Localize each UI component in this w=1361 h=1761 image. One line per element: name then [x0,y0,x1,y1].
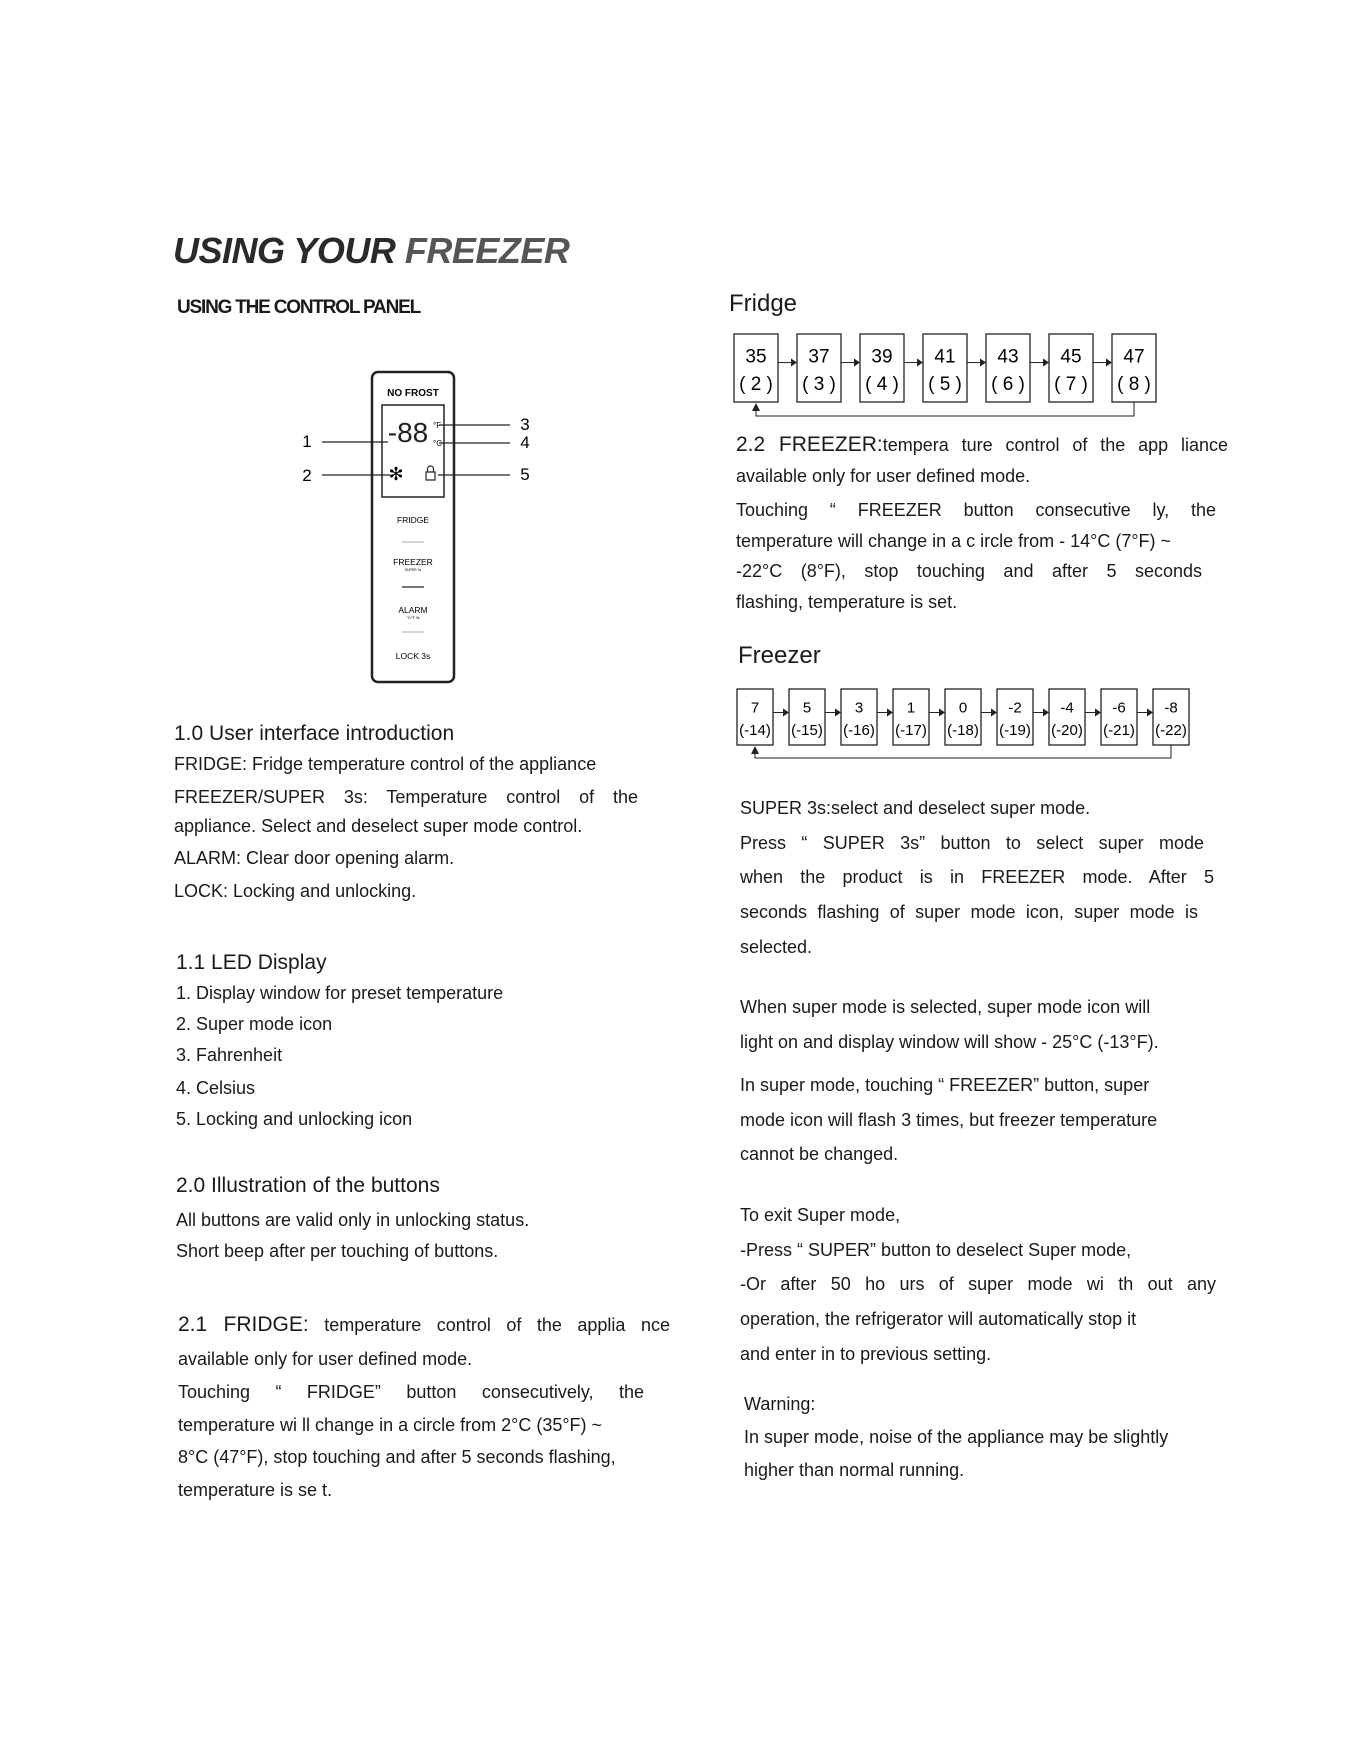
unit-f: °F [433,421,442,430]
warning-line: In super mode, noise of the appliance may be slightly [744,1427,1169,1447]
control-panel-illustration [280,360,550,690]
freezer-cycle-celsius: (-20) [1051,721,1083,739]
intro-fridge: FRIDGE: Fridge temperature control of the appliance [174,754,597,775]
freezer-cycle-value: -8 [1164,699,1178,717]
fridge-cycle-arrowhead [1043,359,1049,367]
panel-alarm-sub: °C/°F 3s [406,616,420,620]
freezer-cycle-celsius: (-16) [843,721,875,739]
freezer-cycle-arrowhead [835,709,841,717]
title-part-2: FREEZER [404,230,570,271]
fridge-cycle-value: 35 [745,346,767,368]
led-item: 2. Super mode icon [176,1013,333,1034]
freezer-cycle-arrowhead [887,709,893,717]
led-item: 1. Display window for preset temperature [176,983,504,1004]
section-freezer-control [736,433,1228,613]
super-line: light on and display window will show - 25°C (-13°F). [740,1032,1159,1053]
fridge-cycle-arrowhead [1106,359,1112,367]
freezer-cycle-celsius: (-15) [791,721,823,739]
freezer-cycle-arrowhead [939,709,945,717]
super-exit-line: -Or after 50 ho urs of super mode wi th out any [740,1274,1216,1295]
led-item: 4. Celsius [176,1078,256,1099]
callout-5: 5 [520,465,530,484]
fridge-cycle-value: 39 [871,346,893,368]
freezer-cycle-value: 5 [802,699,812,717]
title-part-1: USING YOUR [173,230,396,271]
super-line: SUPER 3s:select and deselect super mode. [740,798,1091,818]
super-line: cannot be changed. [740,1144,899,1165]
fridge-cycle-celsius: ( 3 ) [802,373,836,395]
heading-buttons: 2.0 Illustration of the buttons [176,1174,440,1197]
fridge-cycle-arrowhead [791,359,797,367]
intro-freezer-line2: appliance. Select and deselect super mode control. [174,815,583,836]
fridge-cycle-arrowhead [980,359,986,367]
fridge-line-6: temperature is se t. [178,1479,333,1500]
heading-led-display: 1.1 LED Display [176,951,327,974]
freezer-cycle-celsius: (-21) [1103,721,1135,739]
fridge-cycle-value: 41 [934,346,956,368]
callout-3: 3 [520,415,530,434]
freezer-cycle-value: 3 [854,699,864,717]
warning-line: higher than normal running. [744,1459,965,1480]
heading-ui-intro: 1.0 User interface introduction [174,722,455,745]
unit-c: °C [433,439,442,448]
fridge-line-5: 8°C (47°F), stop touching and after 5 seconds flashing, [178,1447,616,1468]
freezer-cycle-value: -4 [1060,699,1074,717]
fridge-label: 2.1 FRIDGE: [178,1313,309,1336]
freezer-cycle-value: -2 [1008,699,1022,717]
section-buttons [176,1174,676,1262]
freezer-cycle-arrowhead [1043,709,1049,717]
display-digits: -88 [387,417,429,448]
freezer-line-5: -22°C (8°F), stop touching and after 5 seconds [736,561,1202,582]
freezer-cycle-return-arrowhead [751,746,759,754]
fridge-cycle-celsius: ( 5 ) [928,373,962,395]
fridge-cycle-value: 37 [808,346,830,368]
section-led-display [176,951,676,1130]
freezer-cycle-celsius: (-17) [895,721,927,739]
freezer-cycle-celsius: (-19) [999,721,1031,739]
callout-1: 1 [302,432,312,451]
fridge-line-4: temperature wi ll change in a circle from 2°C (35°F) ~ [178,1414,603,1435]
freezer-cycle-return-loop [755,745,1171,758]
freezer-cycle-celsius: (-22) [1155,721,1187,739]
fridge-cycle-arrowhead [917,359,923,367]
fridge-cycle-arrowhead [854,359,860,367]
fridge-cycle-celsius: ( 7 ) [1054,373,1088,395]
panel-button-alarm: ALARM [398,605,428,615]
intro-alarm: ALARM: Clear door opening alarm. [174,848,455,869]
super-exit-line: and enter in to previous setting. [740,1343,992,1364]
freezer-chart-label: Freezer [738,642,821,669]
freezer-temperature-cycle [735,682,1195,764]
buttons-line-1: All buttons are valid only in unlocking status. [176,1210,530,1231]
fridge-temperature-cycle [730,330,1170,422]
fridge-line-3: Touching “ FRIDGE” button consecutively, the [178,1381,644,1402]
fridge-cycle-value: 45 [1060,346,1082,368]
fridge-line-2: available only for user defined mode. [178,1349,473,1370]
super-line: mode icon will flash 3 times, but freezer temperature [740,1109,1158,1130]
led-item: 5. Locking and unlocking icon [176,1108,413,1129]
intro-lock: LOCK: Locking and unlocking. [174,880,417,901]
super-exit-line: To exit Super mode, [740,1204,901,1225]
freezer-line-1: 2.2 FREEZER:tempera ture control of the app liance [736,433,1228,456]
super-line: Press “ SUPER 3s” button to select super mode [740,832,1204,853]
callout-2: 2 [302,466,312,485]
fridge-cycle-celsius: ( 8 ) [1117,373,1151,395]
panel-freezer-sub: SUPER 3s [404,568,422,572]
warning-heading: Warning: [744,1394,816,1415]
super-line: when the product is in FREEZER mode. After 5 [740,867,1214,888]
fridge-cycle-celsius: ( 2 ) [739,373,773,395]
freezer-line-3: Touching “ FREEZER button consecutive ly, the [736,499,1216,520]
fridge-cycle-celsius: ( 6 ) [991,373,1025,395]
freezer-cycle-value: 1 [906,699,916,717]
freezer-label: 2.2 FREEZER: [736,433,883,456]
freezer-cycle-value: 0 [958,699,968,717]
fridge-cycle-return-loop [756,402,1134,416]
freezer-line-2: available only for user defined mode. [736,466,1031,487]
panel-button-freezer: FREEZER [393,557,433,567]
section-super-mode [740,798,1220,1480]
fridge-line-1: 2.1 FRIDGE: temperature control of the applia nce [178,1313,670,1336]
buttons-line-2: Short beep after per touching of buttons. [176,1240,499,1261]
panel-button-fridge: FRIDGE [396,515,430,525]
freezer-cycle-arrowhead [1095,709,1101,717]
freezer-cycle-celsius: (-14) [739,721,771,739]
freezer-cycle-value: -6 [1112,699,1126,717]
section-fridge-control [178,1313,670,1501]
fridge-cycle-value: 47 [1123,346,1145,368]
freezer-line-4: temperature will change in a c ircle from - 14°C (7°F) ~ [736,530,1172,551]
led-item: 3. Fahrenheit [176,1044,283,1065]
super-exit-line: -Press “ SUPER” button to deselect Super mode, [740,1239,1132,1260]
fridge-cycle-return-arrowhead [752,403,760,411]
super-line: seconds flashing of super mode icon, super mode is [740,902,1198,923]
freezer-cycle-celsius: (-18) [947,721,979,739]
super-mode-icon: ✻ [388,464,404,484]
freezer-cycle-value: 7 [750,699,760,717]
page-title [173,230,569,272]
panel-brand: NO FROST [387,388,439,399]
intro-freezer-line1: FREEZER/SUPER 3s: Temperature control of the [174,786,638,807]
super-exit-line: operation, the refrigerator will automatically stop it [740,1308,1137,1329]
fridge-chart-label: Fridge [729,290,798,317]
freezer-cycle-arrowhead [1147,709,1153,717]
section-ui-intro [174,722,674,902]
freezer-line-6: flashing, temperature is set. [736,591,958,612]
freezer-cycle-arrowhead [991,709,997,717]
freezer-cycle-arrowhead [783,709,789,717]
fridge-cycle-value: 43 [997,346,1019,368]
super-line: In super mode, touching “ FREEZER” button, super [740,1074,1150,1095]
control-panel-subtitle: USING THE CONTROL PANEL [177,297,420,318]
super-line: When super mode is selected, super mode icon will [740,997,1151,1018]
fridge-cycle-celsius: ( 4 ) [865,373,899,395]
super-line: selected. [740,936,813,957]
panel-button-lock: LOCK 3s [395,651,431,661]
callout-4: 4 [520,433,530,452]
